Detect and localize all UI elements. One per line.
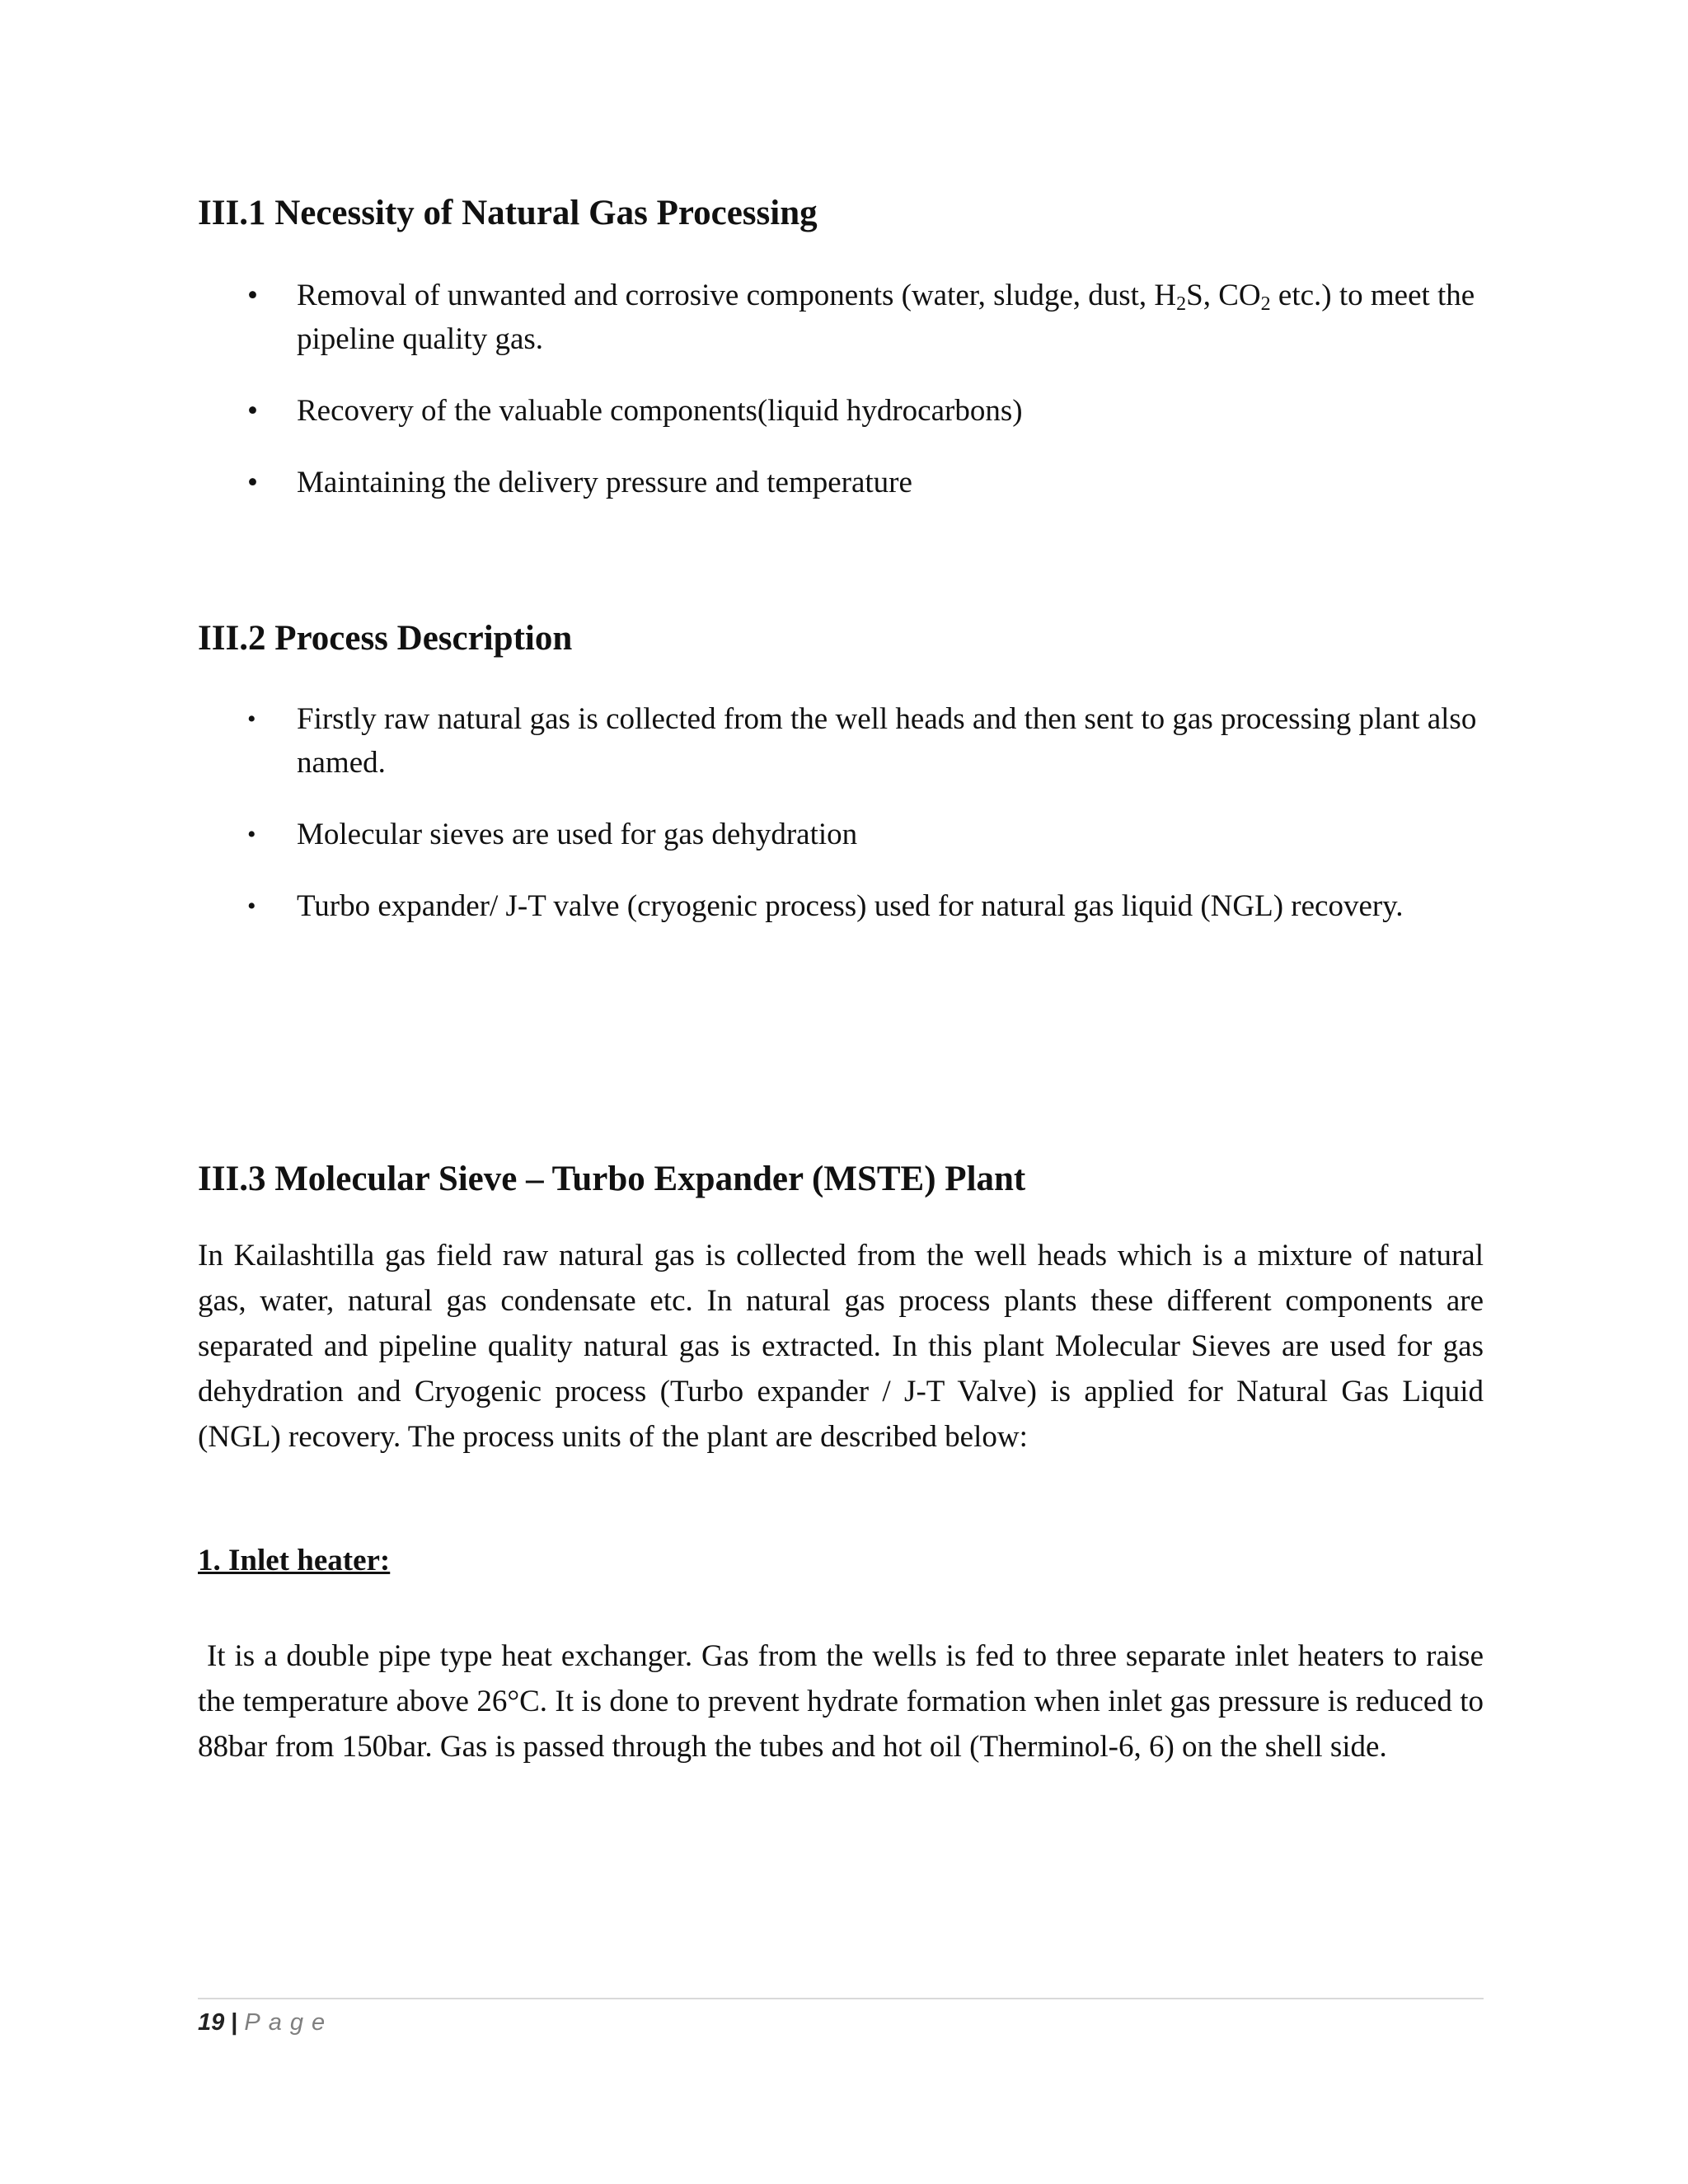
list-item-text-part: etc.) to meet the pipeline quality gas. — [297, 279, 1475, 356]
bullet-icon: • — [247, 394, 258, 428]
bullet-icon: • — [247, 821, 256, 848]
list-item-text: Maintaining the delivery pressure and temperature — [297, 466, 912, 499]
subsection-heading: 1. Inlet heater: — [198, 1544, 391, 1577]
page-number: 19 — [198, 2009, 225, 2036]
list-item-text: Molecular sieves are used for gas dehydration — [297, 818, 858, 851]
list-item-text: Turbo expander/ J-T valve (cryogenic process) used for natural gas liquid (NGL) recovery. — [297, 889, 1404, 923]
bullet-list-2 — [198, 697, 1484, 928]
list-item — [198, 274, 1484, 361]
list-item-text-part: S, CO — [1186, 279, 1261, 312]
bullet-icon: • — [247, 893, 256, 920]
subscript: 2 — [1260, 293, 1271, 315]
page-label: Page — [244, 2009, 334, 2036]
list-item — [198, 461, 1484, 504]
section-heading-3: III.3 Molecular Sieve – Turbo Expander (MSTE) Plant — [198, 1160, 1026, 1198]
bullet-icon: • — [247, 466, 258, 499]
bullet-icon: • — [247, 279, 258, 312]
list-item-text: Recovery of the valuable components(liquid hydrocarbons) — [297, 394, 1023, 428]
list-item-text-part: Removal of unwanted and corrosive components (water, sludge, dust, H — [297, 279, 1177, 312]
list-item — [198, 389, 1484, 433]
list-item — [198, 697, 1484, 785]
list-item-text: Firstly raw natural gas is collected from the well heads and then sent to gas processing plant also named. — [297, 702, 1477, 780]
footer-separator: | — [231, 2009, 238, 2036]
list-item — [198, 884, 1484, 928]
page-footer — [198, 2006, 333, 2039]
bullet-list-1 — [198, 274, 1484, 504]
list-item — [198, 813, 1484, 856]
subscript: 2 — [1176, 293, 1187, 315]
footer-divider — [198, 1998, 1484, 1999]
section-paragraph: In Kailashtilla gas field raw natural gas is collected from the well heads which is a mixture of natural gas, water, natural gas condensate etc. In natural gas process plants these different components are separated and pipeline quality natural gas is extracted. In this plant Molecular Sieves are used for gas dehydration and Cryogenic process (Turbo expander / J-T Valve) is applied for Natural Gas Liquid (NGL) recovery. The process units of the plant are described below: — [198, 1239, 1484, 1454]
subsection-paragraph: It is a double pipe type heat exchanger. Gas from the wells is fed to three separate inlet heaters to raise the temperature above 26°C. It is done to prevent hydrate formation when inlet gas pressure is reduced to 88bar from 150bar. Gas is passed through the tubes and hot oil (Therminol-6, 6) on the shell side. — [198, 1639, 1492, 1764]
section-heading-1: III.1 Necessity of Natural Gas Processing — [198, 194, 818, 232]
section-heading-2: III.2 Process Description — [198, 619, 573, 658]
bullet-icon: • — [247, 705, 256, 733]
